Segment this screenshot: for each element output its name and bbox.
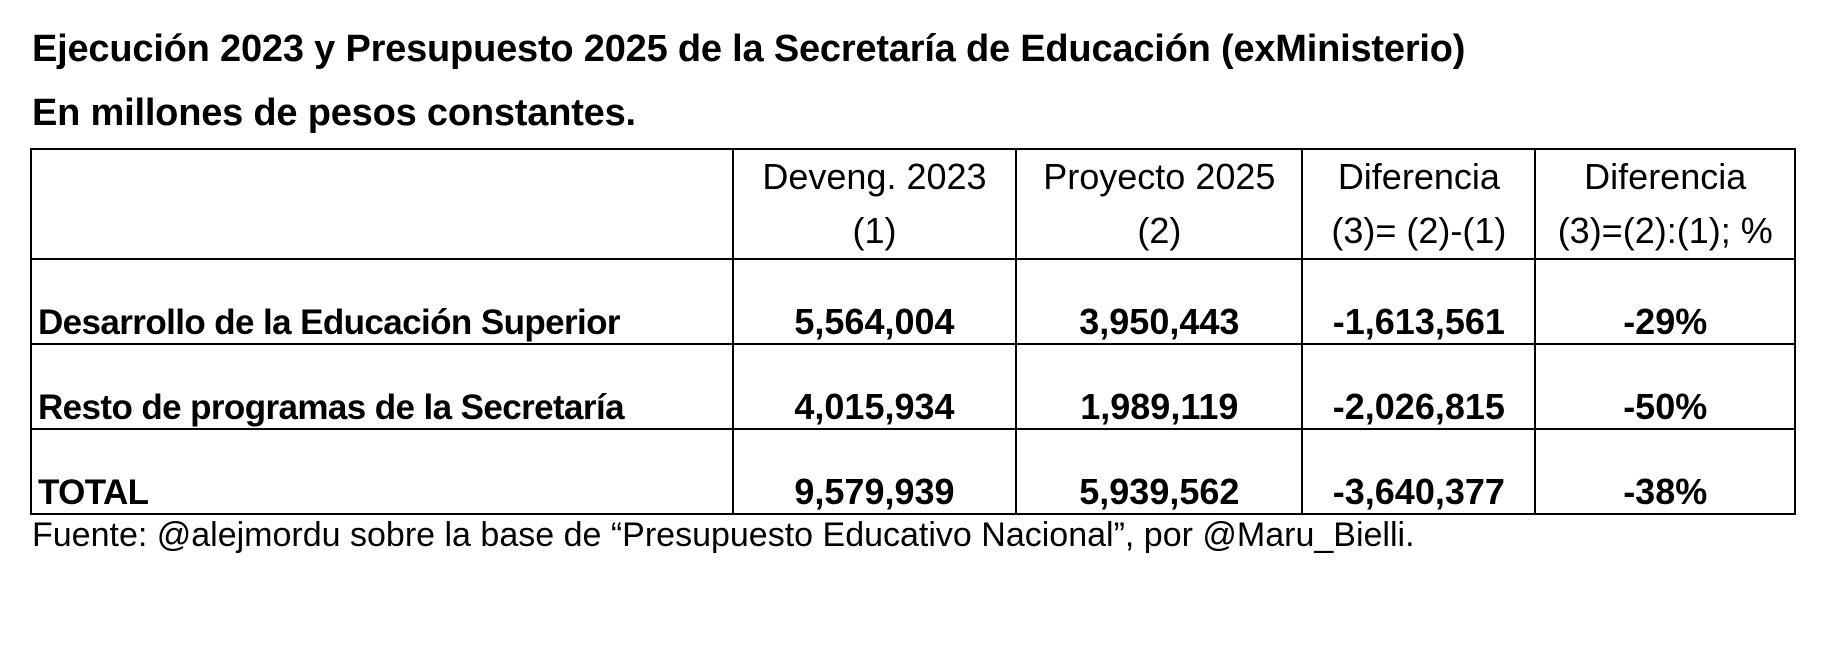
cell-deveng-2023: 5,564,004: [733, 259, 1017, 344]
cell-deveng-2023: 4,015,934: [733, 344, 1017, 429]
row-label: TOTAL: [31, 429, 733, 514]
row-label: Desarrollo de la Educación Superior: [31, 259, 733, 344]
table-row: [31, 344, 1795, 429]
header-deveng-2023-title: Deveng. 2023: [762, 156, 987, 197]
row-label: Resto de programas de la Secretaría: [31, 344, 733, 429]
header-deveng-2023-note: (1): [852, 210, 897, 251]
header-cell-diferencia-pct: [1535, 149, 1795, 259]
cell-deveng-2023: 9,579,939: [733, 429, 1017, 514]
source-note: Fuente: @alejmordu sobre la base de “Presupuesto Educativo Nacional”, por @Maru_Bielli.: [32, 516, 1415, 554]
budget-table: [30, 148, 1796, 515]
cell-proyecto-2025: 5,939,562: [1016, 429, 1302, 514]
chart-subtitle: En millones de pesos constantes.: [32, 92, 636, 134]
cell-diferencia-pct: -50%: [1535, 344, 1795, 429]
chart-title: Ejecución 2023 y Presupuesto 2025 de la Secretaría de Educación (exMinisterio): [32, 28, 1466, 70]
cell-proyecto-2025: 3,950,443: [1016, 259, 1302, 344]
header-diferencia-note: (3)= (2)-(1): [1331, 210, 1507, 251]
table-row: [31, 259, 1795, 344]
header-diferencia-pct-title: Diferencia: [1584, 156, 1747, 197]
header-diferencia-pct-note: (3)=(2):(1); %: [1557, 210, 1773, 251]
cell-diferencia: -2,026,815: [1302, 344, 1535, 429]
cell-diferencia: -3,640,377: [1302, 429, 1535, 514]
cell-diferencia-pct: -29%: [1535, 259, 1795, 344]
header-cell-deveng-2023: [733, 149, 1017, 259]
header-proyecto-2025-title: Proyecto 2025: [1043, 156, 1276, 197]
cell-diferencia-pct: -38%: [1535, 429, 1795, 514]
header-cell-proyecto-2025: [1016, 149, 1302, 259]
header-cell-label: [31, 149, 733, 259]
table-header-row: [31, 149, 1795, 259]
cell-proyecto-2025: 1,989,119: [1016, 344, 1302, 429]
table-row-total: [31, 429, 1795, 514]
cell-diferencia: -1,613,561: [1302, 259, 1535, 344]
header-diferencia-title: Diferencia: [1337, 156, 1500, 197]
header-cell-diferencia: [1302, 149, 1535, 259]
header-proyecto-2025-note: (2): [1137, 210, 1182, 251]
